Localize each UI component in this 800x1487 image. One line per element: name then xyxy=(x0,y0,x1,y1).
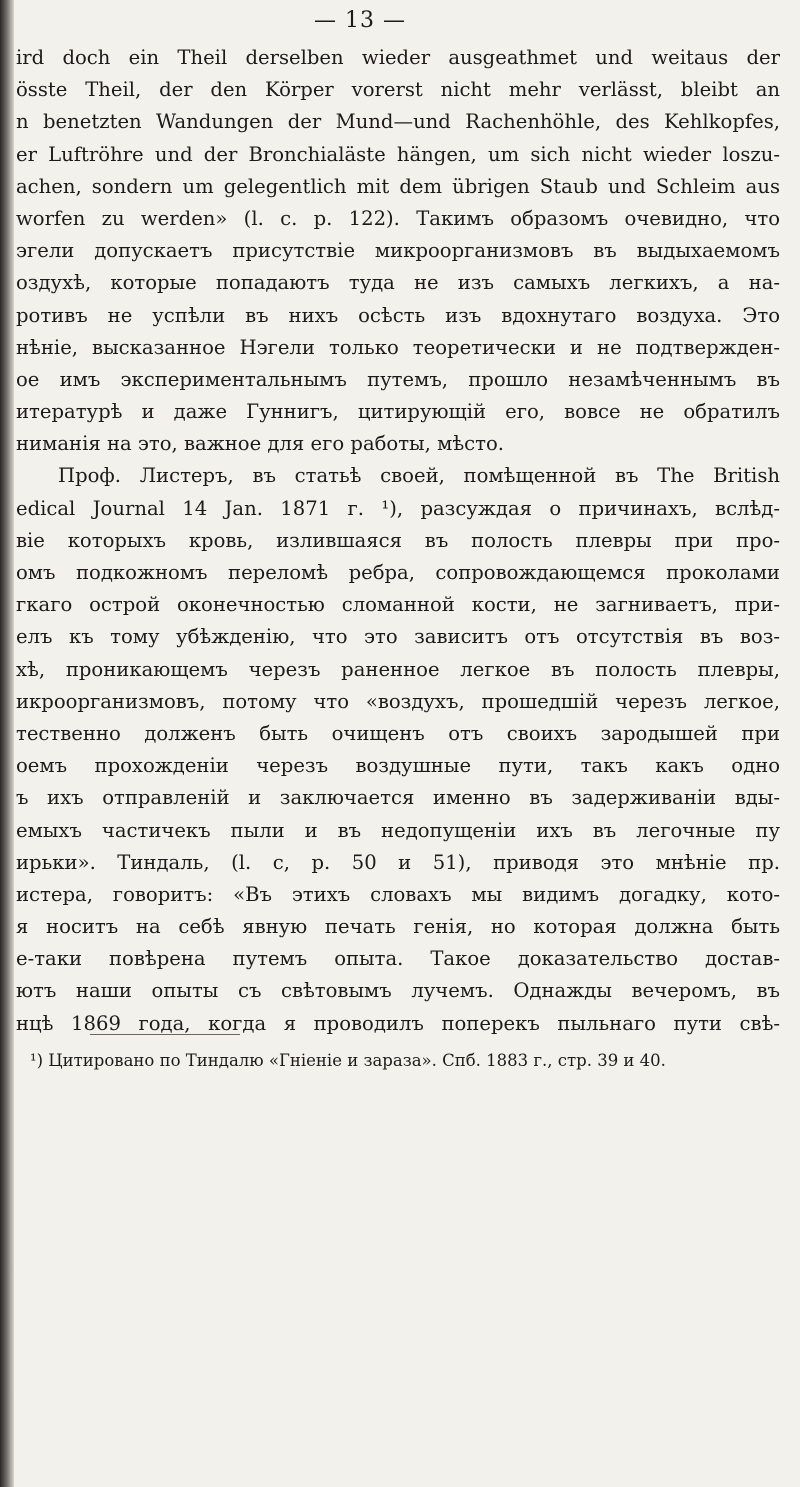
text-line: нѣніе, высказанное Нэгели только теоретически и не подтвержден- xyxy=(16,335,780,359)
text-line: össte Theil, der den Körper vorerst nicht mehr verlässt, bleibt an xyxy=(16,78,780,102)
text-line: елъ къ тому убѣжденію, что это зависитъ отъ отсутствія въ воз- xyxy=(16,625,780,649)
text-line: эгели допускаетъ присутствіе микроорганизмовъ въ выдыхаемомъ xyxy=(16,239,780,263)
footnote-divider xyxy=(90,1034,240,1035)
text-line: Проф. Листеръ, въ статьѣ своей, помѣщенной въ The British xyxy=(58,464,780,488)
text-line: омъ подкожномъ переломѣ ребра, сопровождающемся проколами xyxy=(16,561,780,584)
text-line: ird doch ein Theil derselben wieder ausgeathmet und weitaus der xyxy=(16,46,780,69)
text-line: worfen zu werden» (l. c. p. 122). Такимъ образомъ очевидно, что xyxy=(16,206,780,230)
text-line: edical Journal 14 Jan. 1871 г. ¹), разсуждая о причинахъ, вслѣд- xyxy=(16,496,780,520)
footnote: ¹) Цитировано по Тиндалю «Гніеніе и зараза». Спб. 1883 г., стр. 39 и 40. xyxy=(30,1051,666,1070)
text-line: истера, говоритъ: «Въ этихъ словахъ мы видимъ догадку, кото- xyxy=(16,882,780,906)
text-line: ирьки». Тиндаль, (l. c, p. 50 и 51), приводя это мнѣніе пр. xyxy=(16,850,780,874)
text-line: тественно долженъ быть очищенъ отъ своихъ зародышей при xyxy=(16,721,780,745)
text-line: е-таки повѣрена путемъ опыта. Такое доказательство достав- xyxy=(16,947,780,971)
text-line: нцѣ 1869 года, когда я проводилъ поперекъ пыльнаго пути свѣ- xyxy=(16,1011,780,1035)
text-line: хѣ, проникающемъ черезъ раненное легкое въ полость плевры, xyxy=(16,657,780,681)
text-line: achen, sondern um gelegentlich mit dem übrigen Staub und Schleim aus xyxy=(16,174,780,198)
text-line: гкаго острой оконечностью сломанной кости, не загниваетъ, при- xyxy=(16,593,780,617)
text-line: оемъ прохожденіи черезъ воздушные пути, такъ какъ одно xyxy=(16,754,780,778)
text-line: er Luftröhre und der Bronchialäste hängen, um sich nicht wieder loszu- xyxy=(16,142,780,166)
text-line: ютъ наши опыты съ свѣтовымъ лучемъ. Однажды вечеромъ, въ xyxy=(16,979,780,1003)
text-line: ниманія на это, важное для его работы, мѣсто. xyxy=(16,432,504,456)
text-line: емыхъ частичекъ пыли и въ недопущеніи ихъ въ легочные пу xyxy=(16,818,780,842)
text-line: икроорганизмовъ, потому что «воздухъ, прошедшій черезъ легкое, xyxy=(16,689,780,713)
page-number: — 13 — xyxy=(314,8,406,33)
text-line: оздухѣ, которые попадаютъ туда не изъ самыхъ легкихъ, а на- xyxy=(16,271,780,295)
text-line: я носитъ на себѣ явную печать генія, но которая должна быть xyxy=(16,915,780,939)
text-line: итературѣ и даже Гуннигъ, цитирующій его, вовсе не обратилъ xyxy=(16,400,780,424)
text-line: віе которыхъ кровь, излившаяся въ полость плевры при про- xyxy=(16,528,780,552)
text-line: n benetzten Wandungen der Mund—und Rachenhöhle, des Kehlkopfes, xyxy=(16,110,780,134)
text-line: ъ ихъ отправленій и заключается именно въ задерживаніи вды- xyxy=(16,786,780,810)
binding-shadow xyxy=(0,0,14,1487)
text-line: ое имъ экспериментальнымъ путемъ, прошло незамѣченнымъ въ xyxy=(16,367,780,391)
body-text xyxy=(16,42,780,1040)
text-line: ротивъ не успѣли въ нихъ осѣсть изъ вдохнутаго воздуха. Это xyxy=(16,303,780,327)
